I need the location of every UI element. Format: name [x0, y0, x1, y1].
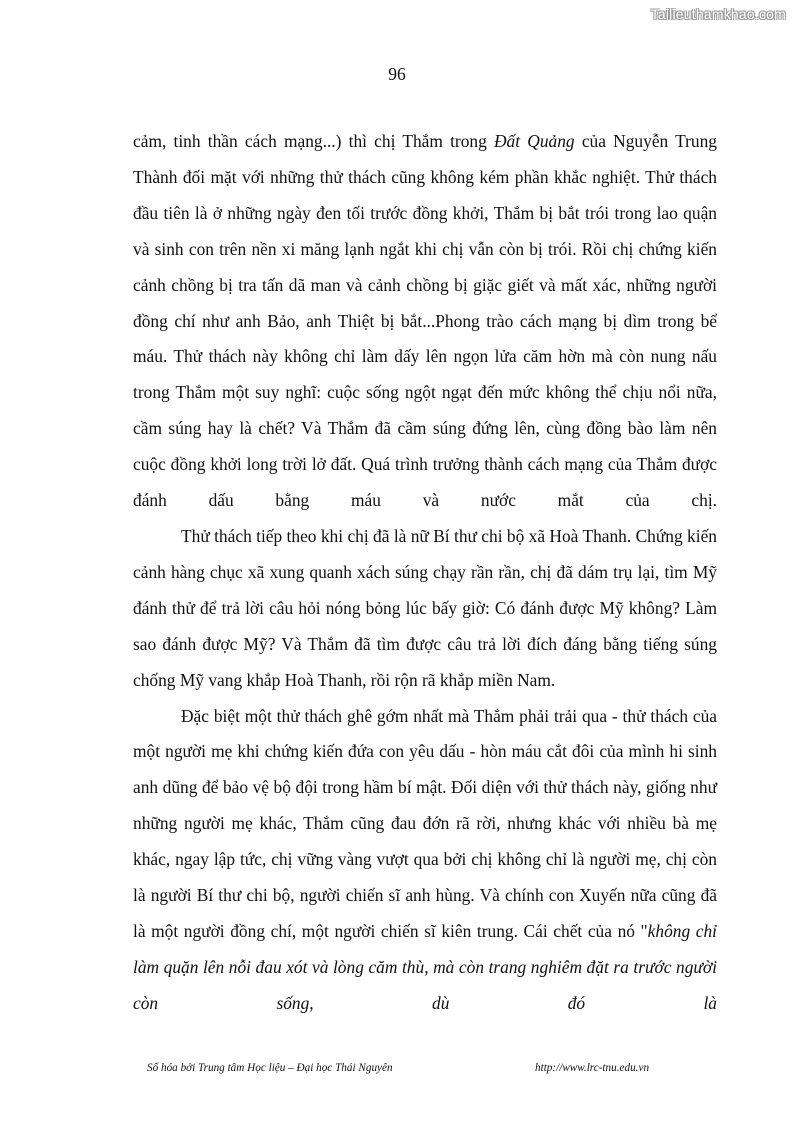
paragraph-1 — [133, 124, 717, 519]
paragraph-3 — [133, 699, 717, 1022]
paragraph-text: Đặc biệt một thử thách ghê gớm nhất mà Thắm phải trải qua - thử thách của một người mẹ khi chứng kiến đứa con yêu dấu - hòn máu cắt đôi của mình hi sinh anh dũng để bảo vệ bộ đội trong hầm bí mật. Đối diện với thử thách này, giống như những người mẹ khác, Thắm cũng đau đớn rã rời, nhưng khác với nhiều bà mẹ khác, ngay lập tức, chị vững vàng vượt qua bởi chị không chỉ là người mẹ, chị còn là người Bí thư chi bộ, người chiến sĩ anh hùng. Và chính con Xuyến nữa cũng đã là một người đồng chí, một người chiến sĩ kiên trung. Cái chết của nó " — [133, 705, 717, 941]
paragraph-2 — [133, 519, 717, 699]
footer-credit: Số hóa bởi Trung tâm Học liệu – Đại học Thái Nguyên — [147, 1062, 393, 1074]
paragraph-text: cảm, tinh thần cách mạng...) thì chị Thắm trong — [133, 131, 494, 151]
footer-url: http://www.lrc-tnu.edu.vn — [535, 1062, 650, 1074]
paragraph-text: Thử thách tiếp theo khi chị đã là nữ Bí thư chi bộ xã Hoà Thanh. Chứng kiến cảnh hàng chục xã xung quanh xách súng chạy rần rần, chị đã dám trụ lại, tìm Mỹ đánh thử để trả lời câu hỏi nóng bỏng lúc bấy giờ: Có đánh được Mỹ không? Làm sao đánh được Mỹ? Và Thắm đã tìm được câu trả lời đích đáng bằng tiếng súng chống Mỹ vang khắp Hoà Thanh, rồi rộn rã khắp miền Nam. — [133, 525, 717, 690]
book-title: Đất Quảng — [494, 131, 575, 151]
page-number: 96 — [388, 64, 406, 84]
document-body — [133, 124, 717, 1022]
paragraph-text: của Nguyễn Trung Thành đối mặt với những thử thách cũng không kém phần khắc nghiệt. Thử thách đầu tiên là ở những ngày đen tối trước đồng khởi, Thắm bị bắt trói trong lao quận và sinh con trên nền xi măng lạnh ngắt khi chị vẫn còn bị trói. Rồi chị chứng kiến cảnh chồng bị tra tấn dã man và cảnh chồng bị giặc giết và mất xác, những người đồng chí như anh Bảo, anh Thiệt bị bắt...Phong trào cách mạng bị dìm trong bể máu. Thử thách này không chỉ làm dấy lên ngọn lửa căm hờn mà còn nung nấu trong Thắm một suy nghĩ: cuộc sống ngột ngạt đến mức không thể chịu nổi nữa, cầm súng hay là chết? Và Thắm đã cầm súng đứng lên, cùng đồng bào làm nên cuộc đồng khởi long trời lở đất. Quá trình trưởng thành cách mạng của Thắm được đánh dấu bằng máu và nước mắt của chị. — [133, 131, 718, 511]
watermark-text: Tailieuthamkhao.com — [650, 6, 786, 22]
quoted-passage: không chỉ làm quặn lên nỗi đau xót và lòng căm thù, mà còn trang nghiêm đặt ra trước người còn sống, dù đó là — [133, 920, 717, 1013]
